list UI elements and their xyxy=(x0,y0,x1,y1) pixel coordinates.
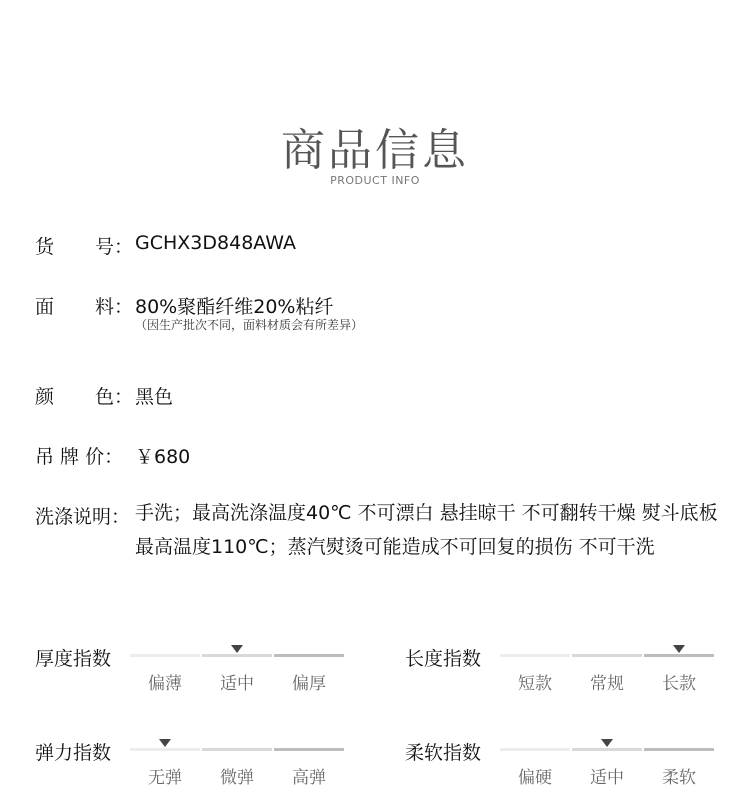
index-scale xyxy=(500,748,716,788)
fabric-note: （因生产批次不同，面料材质会有所差异） xyxy=(135,318,364,332)
section-title: 商品信息 xyxy=(281,125,469,176)
indicator-triangle-icon xyxy=(601,739,613,747)
option-label: 长款 xyxy=(662,674,696,694)
option-label: 无弹 xyxy=(148,768,182,788)
scale-segment xyxy=(202,748,272,751)
scale-segment xyxy=(130,654,200,657)
option-label: 偏薄 xyxy=(148,674,182,694)
price-label: 吊 牌 价： xyxy=(35,446,124,468)
scale-segment xyxy=(644,748,714,751)
scale-segment xyxy=(274,654,344,657)
option-label: 常规 xyxy=(590,674,624,694)
scale-segment xyxy=(500,748,570,751)
index-name: 柔软指数 xyxy=(405,742,482,764)
item-number-label-a: 货 xyxy=(35,236,55,258)
index-scale xyxy=(130,654,346,694)
fabric-value: 80%聚酯纤维20%粘纤 xyxy=(135,296,334,318)
index-scale xyxy=(500,654,716,694)
color-value: 黑色 xyxy=(135,386,174,408)
item-number-label-b: 号： xyxy=(95,236,134,258)
color-label-a: 颜 xyxy=(35,386,55,408)
scale-segment xyxy=(572,654,642,657)
option-label: 适中 xyxy=(220,674,254,694)
wash-value: 手洗；最高洗涤温度40℃ 不可漂白 悬挂晾干 不可翻转干燥 熨斗底板最高温度110℃；蒸汽熨烫可能造成不可回复的损伤 不可干洗 xyxy=(135,502,718,558)
option-label: 微弹 xyxy=(220,768,254,788)
scale-segment xyxy=(644,654,714,657)
index-name: 厚度指数 xyxy=(35,648,112,670)
indicator-triangle-icon xyxy=(231,645,243,653)
option-label: 高弹 xyxy=(292,768,326,788)
scale-segment xyxy=(274,748,344,751)
color-label-b: 色： xyxy=(95,386,134,408)
option-label: 偏厚 xyxy=(292,674,326,694)
index-scale xyxy=(130,748,346,788)
scale-segment xyxy=(500,654,570,657)
price-value: ￥680 xyxy=(135,446,191,468)
scale-segment xyxy=(572,748,642,751)
option-label: 短款 xyxy=(518,674,552,694)
option-label: 偏硬 xyxy=(518,768,552,788)
option-label: 柔软 xyxy=(662,768,696,788)
option-label: 适中 xyxy=(590,768,624,788)
index-name: 弹力指数 xyxy=(35,742,112,764)
indicator-triangle-icon xyxy=(159,739,171,747)
item-number-value: GCHX3D848AWA xyxy=(135,232,296,254)
fabric-label-b: 料： xyxy=(95,296,134,318)
scale-segment xyxy=(202,654,272,657)
section-subtitle: PRODUCT INFO xyxy=(330,174,420,187)
indicator-triangle-icon xyxy=(673,645,685,653)
wash-label: 洗涤说明： xyxy=(35,506,131,528)
fabric-label-a: 面 xyxy=(35,296,55,318)
scale-segment xyxy=(130,748,200,751)
index-name: 长度指数 xyxy=(405,648,482,670)
